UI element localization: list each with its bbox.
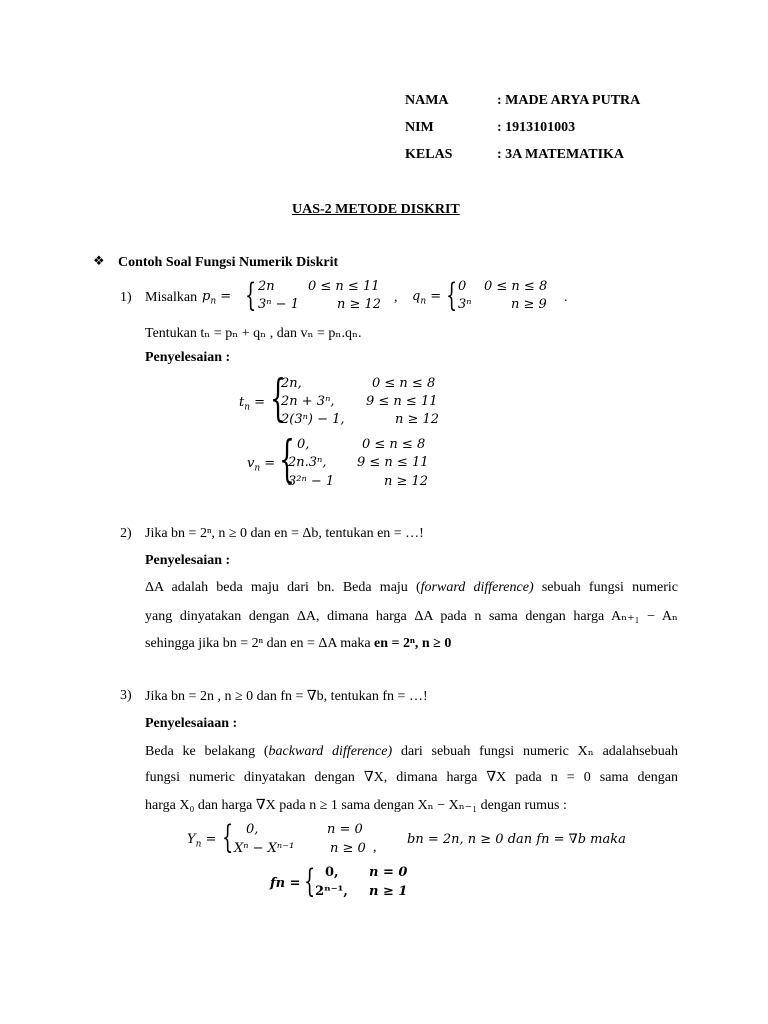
q3-aside: bn = 2n, n ≥ 0 dan fn = ∇b maka [407,832,626,847]
nama-value: : MADE ARYA PUTRA [497,93,641,108]
fn-brace: { [304,862,316,900]
qn-symbol: $q_n$ = [412,289,442,307]
fn-case-1: 0, [325,865,339,880]
period: . [564,290,568,305]
vn-cond-3: n ≥ 12 [384,474,429,489]
fn-case-2: 2ⁿ⁻¹, [315,884,348,899]
fn-cond-1: n = 0 [369,865,408,880]
q2-solution-label: Penyelesaian : [145,553,231,568]
nama-label: NAMA [405,93,449,108]
pn-cond-1: 0 ≤ n ≤ 11 [308,279,380,294]
pn-cond-2: n ≥ 12 [337,297,382,312]
vn-case-1: 0, [297,437,310,452]
vn-case-2: 2n.3ⁿ, [288,455,327,470]
tn-brace: { [270,369,286,427]
yn-comma: , [373,840,377,855]
q1-misalkan: Misalkan [145,290,198,305]
yn-case-2: Xⁿ − Xⁿ⁻¹ [234,841,295,856]
pn-symbol: $p_n$ = [202,289,232,307]
yn-cond-1: n = 0 [327,822,363,837]
q2-question: Jika bn = 2ⁿ, n ≥ 0 dan en = Δb, tentukan en = …! [145,526,424,541]
fn-symbol: fn = [270,876,301,891]
q3-line-3: harga X₀ dan harga ∇X pada n ≥ 1 sama dengan Xₙ − Xₙ₋₁ dengan rumus : [145,798,567,813]
nim-label: NIM [405,120,434,135]
q2-line-2: yang dinyatakan dengan ΔA, dimana harga ΔA pada n sama dengan harga Aₙ₊₁ − Aₙ [145,609,678,624]
q2-line-3: sehingga jika bn = 2ⁿ dan en = ΔA maka en = 2ⁿ, n ≥ 0 [145,636,452,651]
yn-brace: { [222,818,234,856]
q3-line-2: fungsi numeric dinyatakan dengan ∇X, dimana harga ∇X pada n = 0 sama dengan [145,770,678,785]
pn-brace: { [245,276,257,314]
bullet-icon: ❖ [93,254,105,269]
vn-brace: { [279,430,295,488]
yn-case-1: 0, [246,822,259,837]
tn-case-2: 2n + 3ⁿ, [281,394,335,409]
vn-case-3: 3²ⁿ − 1 [288,474,335,489]
q1-solution-label: Penyelesaian : [145,350,231,365]
q3-number: 3) [120,688,132,703]
qn-brace: { [446,276,458,314]
vn-cond-1: 0 ≤ n ≤ 8 [362,437,426,452]
pn-case-2: 3ⁿ − 1 [258,297,299,312]
comma: , [394,290,398,305]
vn-symbol: $v_n$ = [247,456,276,474]
tn-cond-1: 0 ≤ n ≤ 8 [372,376,436,391]
yn-symbol: $Y_n$ = [187,832,217,850]
q1-tentukan: Tentukan tₙ = pₙ + qₙ , dan vₙ = pₙ.qₙ. [145,326,362,341]
fn-cond-2: n ≥ 1 [369,884,408,899]
qn-cond-2: n ≥ 9 [511,297,547,312]
q1-number: 1) [120,290,132,305]
tn-cond-2: 9 ≤ n ≤ 11 [366,394,438,409]
q3-line-1: Beda ke belakang (backward difference) dari sebuah fungsi numeric Xₙ adalahsebuah [145,744,678,759]
tn-case-1: 2n, [281,376,302,391]
nim-value: : 1913101003 [497,120,576,135]
tn-cond-3: n ≥ 12 [395,412,440,427]
q2-line-1: ΔA adalah beda maju dari bn. Beda maju (forward difference) sebuah fungsi numeric [145,580,678,595]
yn-cond-2: n ≥ 0 [330,841,366,856]
q3-solution-label: Penyelesaiaan : [145,716,238,731]
q2-number: 2) [120,526,132,541]
kelas-label: KELAS [405,147,453,162]
qn-case-2: 3ⁿ [458,297,472,312]
page-title: UAS-2 METODE DISKRIT [292,202,460,217]
tn-symbol: $t_n$ = [239,395,266,413]
qn-case-1: 0 [458,279,467,294]
section-heading: Contoh Soal Fungsi Numerik Diskrit [118,255,339,270]
vn-cond-2: 9 ≤ n ≤ 11 [357,455,429,470]
q3-question: Jika bn = 2n , n ≥ 0 dan fn = ∇b, tentukan fn = …! [145,689,428,704]
pn-case-1: 2n [258,279,275,294]
kelas-value: : 3A MATEMATIKA [497,147,625,162]
qn-cond-1: 0 ≤ n ≤ 8 [484,279,548,294]
tn-case-3: 2(3ⁿ) − 1, [281,412,345,427]
